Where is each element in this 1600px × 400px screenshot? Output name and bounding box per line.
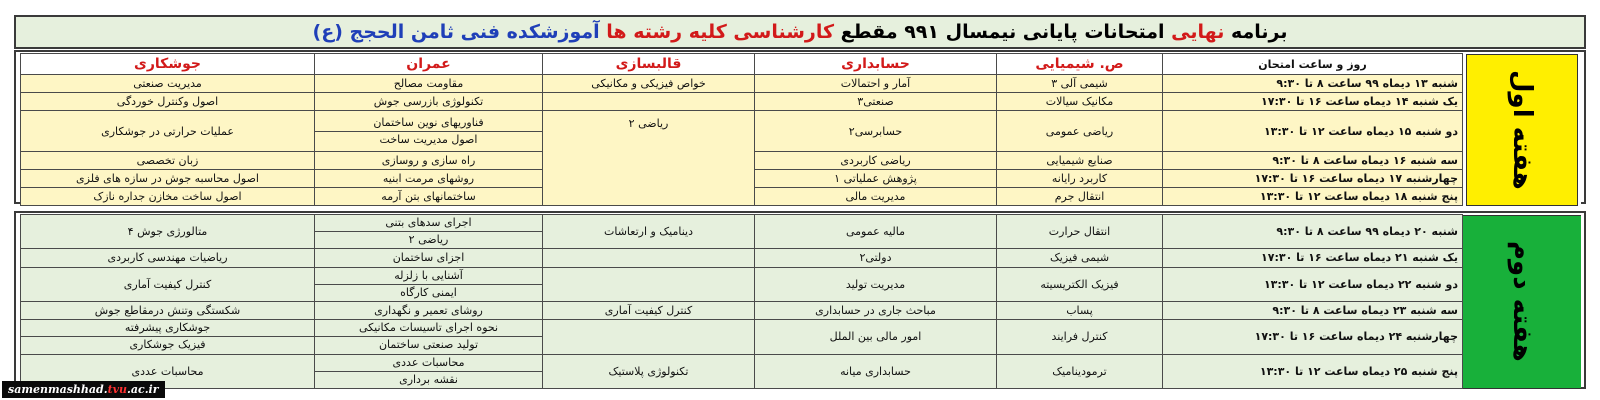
exam-cell: صنایع شیمیایی xyxy=(997,152,1163,170)
watermark-part-2: tvu xyxy=(107,383,128,396)
exam-item: اجرای سدهای بتنی xyxy=(385,216,472,230)
exam-cell xyxy=(543,320,755,354)
header-chem: ص. شیمیایی xyxy=(997,54,1163,75)
exam-cell: مدیریت تولید xyxy=(755,267,997,301)
exam-item: اصول مدیریت ساخت xyxy=(315,131,542,148)
day-cell: پنج شنبه ۱۸ دیماه ساعت ۱۲ تا ۱۳:۳۰ xyxy=(1163,188,1463,206)
week2-tag xyxy=(1463,215,1581,389)
week2-tag-cell xyxy=(1463,215,1581,389)
exam-cell: پساب xyxy=(997,301,1163,319)
exam-cell: مدیریت صنعتی xyxy=(21,75,315,93)
week2-table xyxy=(20,214,1581,389)
exam-cell: محاسبات عددی xyxy=(21,354,315,388)
exam-cell: پژوهش عملیاتی ۱ xyxy=(755,170,997,188)
header-accounting: حسابداری xyxy=(755,54,997,75)
exam-cell-stack xyxy=(315,354,543,388)
day-cell: پنج شنبه ۲۵ دیماه ساعت ۱۲ تا ۱۳:۳۰ xyxy=(1163,354,1463,388)
header-mold: قالبسازی xyxy=(543,54,755,75)
site-watermark xyxy=(2,381,165,398)
exam-cell: فیزیک الکتریسیته xyxy=(997,267,1163,301)
title-part-2: نهایی xyxy=(1171,21,1225,43)
title-part-5: آموزشکده فنی ثامن الحجج (ع) xyxy=(312,21,607,43)
exam-cell-stack xyxy=(21,320,315,354)
exam-cell xyxy=(543,93,755,111)
exam-cell xyxy=(543,267,755,301)
watermark-part-1: samenmashhad. xyxy=(8,383,108,396)
exam-item: آشنایی با زلزله xyxy=(394,268,463,282)
exam-cell: راه سازی و روسازی xyxy=(315,152,543,170)
exam-cell: کنترل کیفیت آماری xyxy=(21,267,315,301)
exam-cell: صنعتی۳ xyxy=(755,93,997,111)
day-cell: شنبه ۲۰ دیماه ۹۹ ساعت ۸ تا ۹:۳۰ xyxy=(1163,215,1463,249)
exam-cell: مکانیک سیالات xyxy=(997,93,1163,111)
exam-cell: حسابداری میانه xyxy=(755,354,997,388)
week1-tag xyxy=(1466,54,1578,206)
header-civil: عمران xyxy=(315,54,543,75)
day-cell: چهارشنبه ۲۴ دیماه ساعت ۱۶ تا ۱۷:۳۰ xyxy=(1163,320,1463,354)
exam-cell: خواص فیزیکی و مکانیکی xyxy=(543,75,755,93)
table-row xyxy=(21,320,1581,354)
exam-cell: امور مالی بین الملل xyxy=(755,320,997,354)
exam-cell: روشای تعمیر و نگهداری xyxy=(315,301,543,319)
exam-cell: روشهای مرمت ابنیه xyxy=(315,170,543,188)
exam-cell: کنترل کیفیت آماری xyxy=(543,301,755,319)
table-row xyxy=(21,170,1581,188)
exam-cell: شیمی آلی ۳ xyxy=(997,75,1163,93)
exam-cell: اجزای ساختمان xyxy=(315,249,543,267)
exam-cell: زبان تخصصی xyxy=(21,152,315,170)
exam-cell: ریاضیات مهندسی کاربردی xyxy=(21,249,315,267)
exam-item: ریاضی ۲ xyxy=(315,231,542,248)
exam-cell: کنترل فرایند xyxy=(997,320,1163,354)
day-cell: دو شنبه ۲۲ دیماه ساعت ۱۲ تا ۱۳:۳۰ xyxy=(1163,267,1463,301)
table-row xyxy=(21,188,1581,206)
header-day: روز و ساعت امتحان xyxy=(1163,54,1463,75)
day-cell: چهارشنبه ۱۷ دیماه ساعت ۱۶ تا ۱۷:۳۰ xyxy=(1163,170,1463,188)
exam-item: محاسبات عددی xyxy=(392,355,465,369)
exam-cell: انتقال جرم xyxy=(997,188,1163,206)
day-cell: سه شنبه ۲۳ دیماه ساعت ۸ تا ۹:۳۰ xyxy=(1163,301,1463,319)
exam-cell-stack xyxy=(315,267,543,301)
exam-cell-stack xyxy=(315,111,543,152)
exam-cell: اصول محاسبه جوش در سازه های فلزی xyxy=(21,170,315,188)
title-part-3: امتحانات پایانی نیمسال ۹۹۱ مقطع xyxy=(834,21,1172,43)
week1-tag-cell xyxy=(1463,54,1581,206)
exam-item: نحوه اجرای تاسیسات مکانیکی xyxy=(358,321,499,335)
exam-cell: حسابرسی۲ xyxy=(755,111,997,152)
exam-cell-stack xyxy=(315,215,543,249)
exam-cell: آمار و احتمالات xyxy=(755,75,997,93)
exam-cell: ترمودینامیک xyxy=(997,354,1163,388)
title-part-4: کارشناسی کلیه رشته ها xyxy=(606,21,835,43)
exam-cell: مقاومت مصالح xyxy=(315,75,543,93)
table-row xyxy=(21,249,1581,267)
exam-cell: عملیات حرارتی در جوشکاری xyxy=(21,111,315,152)
exam-cell: اصول وکنترل خوردگی xyxy=(21,93,315,111)
exam-cell: مالیه عمومی xyxy=(755,215,997,249)
table-row xyxy=(21,215,1581,249)
exam-cell: اصول ساخت مخازن جداره نازک xyxy=(21,188,315,206)
exam-cell: ریاضی عمومی xyxy=(997,111,1163,152)
day-cell: دو شنبه ۱۵ دیماه ساعت ۱۲ تا ۱۳:۳۰ xyxy=(1163,111,1463,152)
watermark-part-3: .ac.ir xyxy=(127,383,159,396)
exam-item: ایمنی کارگاه xyxy=(315,284,542,301)
table-row xyxy=(21,267,1581,301)
exam-cell-stack xyxy=(315,320,543,354)
exam-cell xyxy=(543,249,755,267)
exam-cell: تکنولوژی بازرسی جوش xyxy=(315,93,543,111)
table-row xyxy=(21,75,1581,93)
exam-cell: کاربرد رایانه xyxy=(997,170,1163,188)
header-row xyxy=(21,54,1581,75)
exam-cell: مدیریت مالی xyxy=(755,188,997,206)
table-row xyxy=(21,111,1581,152)
exam-cell: متالورژی جوش ۴ xyxy=(21,215,315,249)
exam-item: جوشکاری پیشرفته xyxy=(124,321,211,335)
day-cell: یک شنبه ۲۱ دیماه ساعت ۱۶ تا ۱۷:۳۰ xyxy=(1163,249,1463,267)
exam-cell: ساختمانهای بتن آرمه xyxy=(315,188,543,206)
exam-item: تولید صنعتی ساختمان xyxy=(315,336,542,353)
exam-cell: دولتی۲ xyxy=(755,249,997,267)
table-row xyxy=(21,354,1581,388)
table-row xyxy=(21,93,1581,111)
page-title xyxy=(14,15,1586,49)
exam-cell: ریاضی ۲ xyxy=(543,111,755,206)
week1-label: هفته اول xyxy=(1506,69,1537,190)
week1-table xyxy=(20,53,1581,206)
table-row xyxy=(21,301,1581,319)
exam-cell: مباحث جاری در حسابداری xyxy=(755,301,997,319)
exam-cell: انتقال حرارت xyxy=(997,215,1163,249)
week2-label: هفته دوم xyxy=(1506,241,1537,362)
exam-cell: ریاضی کاربردی xyxy=(755,152,997,170)
exam-cell: دینامیک و ارتعاشات xyxy=(543,215,755,249)
exam-item: فناوریهای نوین ساختمان xyxy=(373,115,484,129)
exam-item: فیزیک جوشکاری xyxy=(21,336,314,353)
exam-cell: شیمی فیزیک xyxy=(997,249,1163,267)
title-part-1: برنامه xyxy=(1224,21,1288,43)
table-row xyxy=(21,152,1581,170)
day-cell: یک شنبه ۱۴ دیماه ساعت ۱۶ تا ۱۷:۳۰ xyxy=(1163,93,1463,111)
exam-cell: شکستگی وتنش درمقاطع جوش xyxy=(21,301,315,319)
exam-item: نقشه برداری xyxy=(315,371,542,388)
header-welding: جوشکاری xyxy=(21,54,315,75)
day-cell: سه شنبه ۱۶ دیماه ساعت ۸ تا ۹:۳۰ xyxy=(1163,152,1463,170)
exam-cell: تکنولوژی پلاستیک xyxy=(543,354,755,388)
day-cell: شنبه ۱۳ دیماه ۹۹ ساعت ۸ تا ۹:۳۰ xyxy=(1163,75,1463,93)
